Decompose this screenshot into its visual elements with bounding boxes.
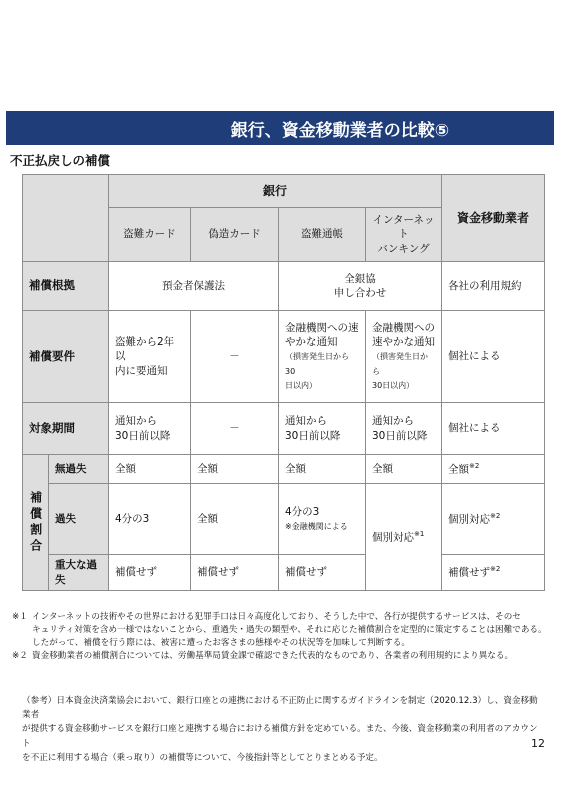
subheader-forged: 偽造カード (191, 208, 279, 262)
period-card: 通知から 30日前以降 (109, 403, 191, 455)
req-passbook: 金融機関への速 やかな通知 （損害発生日から30 日以内） (279, 311, 366, 403)
ratio-gross-forged: 補償せず (191, 555, 279, 591)
ratio-none-card: 全額 (109, 455, 191, 484)
footnotes (12, 611, 552, 663)
ratio-neg-card: 4分の3 (109, 484, 191, 555)
row-label-basis: 補償根拠 (23, 262, 109, 311)
req-card: 盗難から2年以 内に要通知 (109, 311, 191, 403)
req-internet: 金融機関への 速やかな通知 （損害発生日から 30日以内） (366, 311, 442, 403)
reference-note: （参考）日本資金決済業協会において、銀行口座との連携における不正防止に関するガイドラインを制定（2020.12.3）し、資金移動業者 が提供する資金移動サービスを銀行口座と連携する場合における補償方針を定めている。また、今後、資金移動業の利用者のアカウント を不正に利用する場合（乗っ取り）の補償等について、今後指針等としてとりまとめる予定。 (22, 696, 538, 763)
period-internet: 通知から 30日前以降 (366, 403, 442, 455)
basis-zenginkyo: 全銀協 申し合わせ (279, 262, 442, 311)
subheader-internet: インターネット バンキング (366, 208, 442, 262)
ratio-label-none: 無過失 (49, 455, 109, 484)
ratio-none-fund: 全額$^{※2}$ (442, 455, 545, 484)
req-forged: － (191, 311, 279, 403)
subheader-passbook: 盗難通帳 (279, 208, 366, 262)
row-label-ratio: 補償割合 (23, 455, 49, 591)
footnote-1: ※１ インターネットの技術やその世界における犯罪手口は日々高度化しており、そうした中で、各行が提供するサービスは、そのセ キュリティ対策を含め一様ではないことから、重過失・過失の類型や、それに応じた補償割合を定型的に策定することは困難である。 したがって、補償を行う際には、被害に遭ったお客さまの態様やその状況等を加味して判断する。 (12, 612, 547, 648)
section-label: 不正払戻しの補償 (10, 153, 111, 168)
page-number: 12 (531, 737, 545, 750)
row-label-period: 対象期間 (23, 403, 109, 455)
bank-header: 銀行 (109, 175, 442, 208)
fund-header: 資金移動業者 (442, 175, 545, 262)
footnote-2: ※２ 資金移動業者の補償割合については、労働基準局賃金課で確認できた代表的なものであり、各業者の利用規約により異なる。 (12, 650, 514, 661)
ratio-none-internet: 全額 (366, 455, 442, 484)
period-passbook: 通知から 30日前以降 (279, 403, 366, 455)
comparison-table (22, 174, 545, 591)
ratio-neg-forged: 全額 (191, 484, 279, 555)
period-forged: － (191, 403, 279, 455)
ratio-label-gross: 重大な過失 (49, 555, 109, 591)
page-title: 銀行、資金移動業者の比較⑤ (230, 120, 450, 141)
ratio-label-neg: 過失 (49, 484, 109, 555)
ratio-gross-card: 補償せず (109, 555, 191, 591)
ratio-gross-passbook: 補償せず (279, 555, 366, 591)
ratio-none-passbook: 全額 (279, 455, 366, 484)
ratio-neg-fund: 個別対応$^{※2}$ (442, 484, 545, 555)
basis-fund: 各社の利用規約 (442, 262, 545, 311)
row-label-requirement: 補償要件 (23, 311, 109, 403)
title-bar (6, 111, 554, 145)
basis-deposit-law: 預金者保護法 (109, 262, 279, 311)
ratio-none-forged: 全額 (191, 455, 279, 484)
req-fund: 個社による (442, 311, 545, 403)
ratio-gross-fund: 補償せず$^{※2}$ (442, 555, 545, 591)
period-fund: 個社による (442, 403, 545, 455)
ratio-neg-passbook: 4分の3 ※金融機関による (279, 484, 366, 555)
subheader-card: 盗難カード (109, 208, 191, 262)
corner-cell (23, 175, 109, 262)
ratio-neg-internet: 個別対応$^{※1}$ (366, 484, 442, 591)
